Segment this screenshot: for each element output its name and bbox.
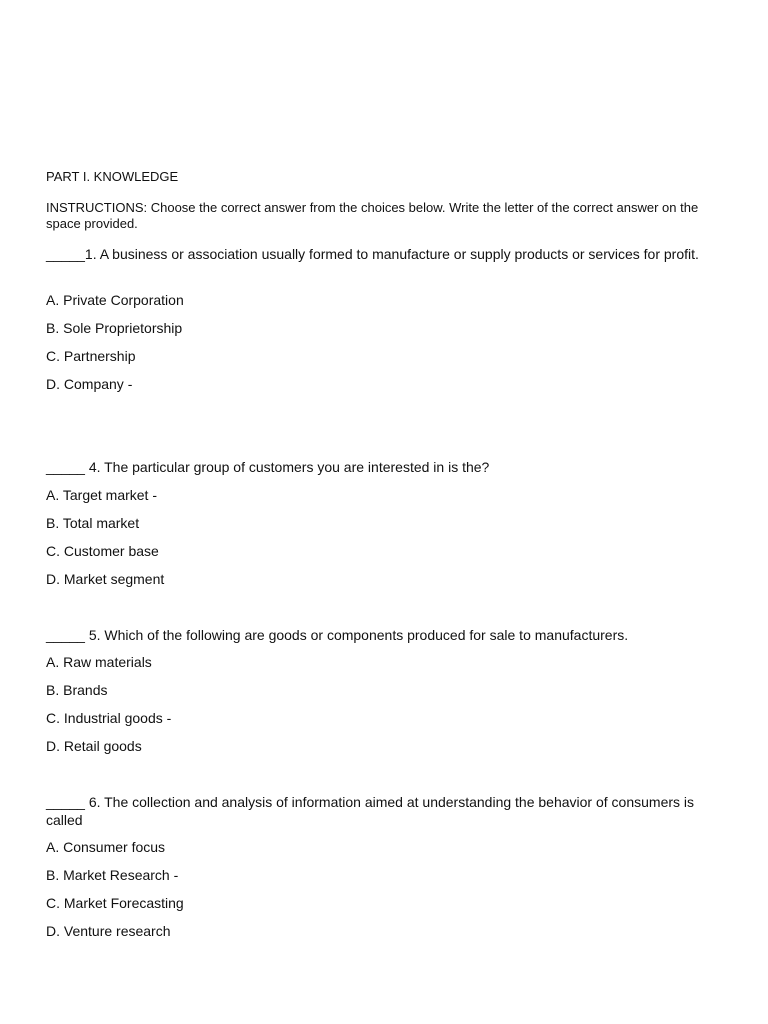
question-1-choice-d: D. Company - <box>46 376 133 392</box>
question-4-choice-d: D. Market segment <box>46 571 165 587</box>
question-1-stem: _____1. A business or association usually formed to manufacture or supply products or services for profit. <box>46 246 699 262</box>
question-1-choice-c: C. Partnership <box>46 348 136 364</box>
question-5-choice-b: B. Brands <box>46 682 108 698</box>
question-5-choice-d: D. Retail goods <box>46 738 142 754</box>
question-6-choice-d: D. Venture research <box>46 923 171 939</box>
question-4-choice-c: C. Customer base <box>46 543 159 559</box>
question-5-stem: _____ 5. Which of the following are goods or components produced for sale to manufacturers. <box>46 627 629 643</box>
instructions: INSTRUCTIONS: Choose the correct answer from the choices below. Write the letter of the correct answer on the space provided. <box>46 200 699 231</box>
question-6-choice-b: B. Market Research - <box>46 867 179 883</box>
question-4-choice-b: B. Total market <box>46 515 140 531</box>
question-5-choice-a: A. Raw materials <box>46 654 152 670</box>
question-1-choice-b: B. Sole Proprietorship <box>46 320 183 336</box>
question-4-stem: _____ 4. The particular group of customers you are interested in is the? <box>46 459 490 475</box>
question-6-choice-c: C. Market Forecasting <box>46 895 184 911</box>
question-5-choice-c: C. Industrial goods - <box>46 710 172 726</box>
question-4-choice-a: A. Target market - <box>46 487 158 503</box>
question-6-stem: _____ 6. The collection and analysis of information aimed at understanding the behavior of consumers is called <box>46 794 695 828</box>
question-6-choice-a: A. Consumer focus <box>46 839 166 855</box>
question-1-choice-a: A. Private Corporation <box>46 292 184 308</box>
part-title: PART I. KNOWLEDGE <box>46 169 179 184</box>
